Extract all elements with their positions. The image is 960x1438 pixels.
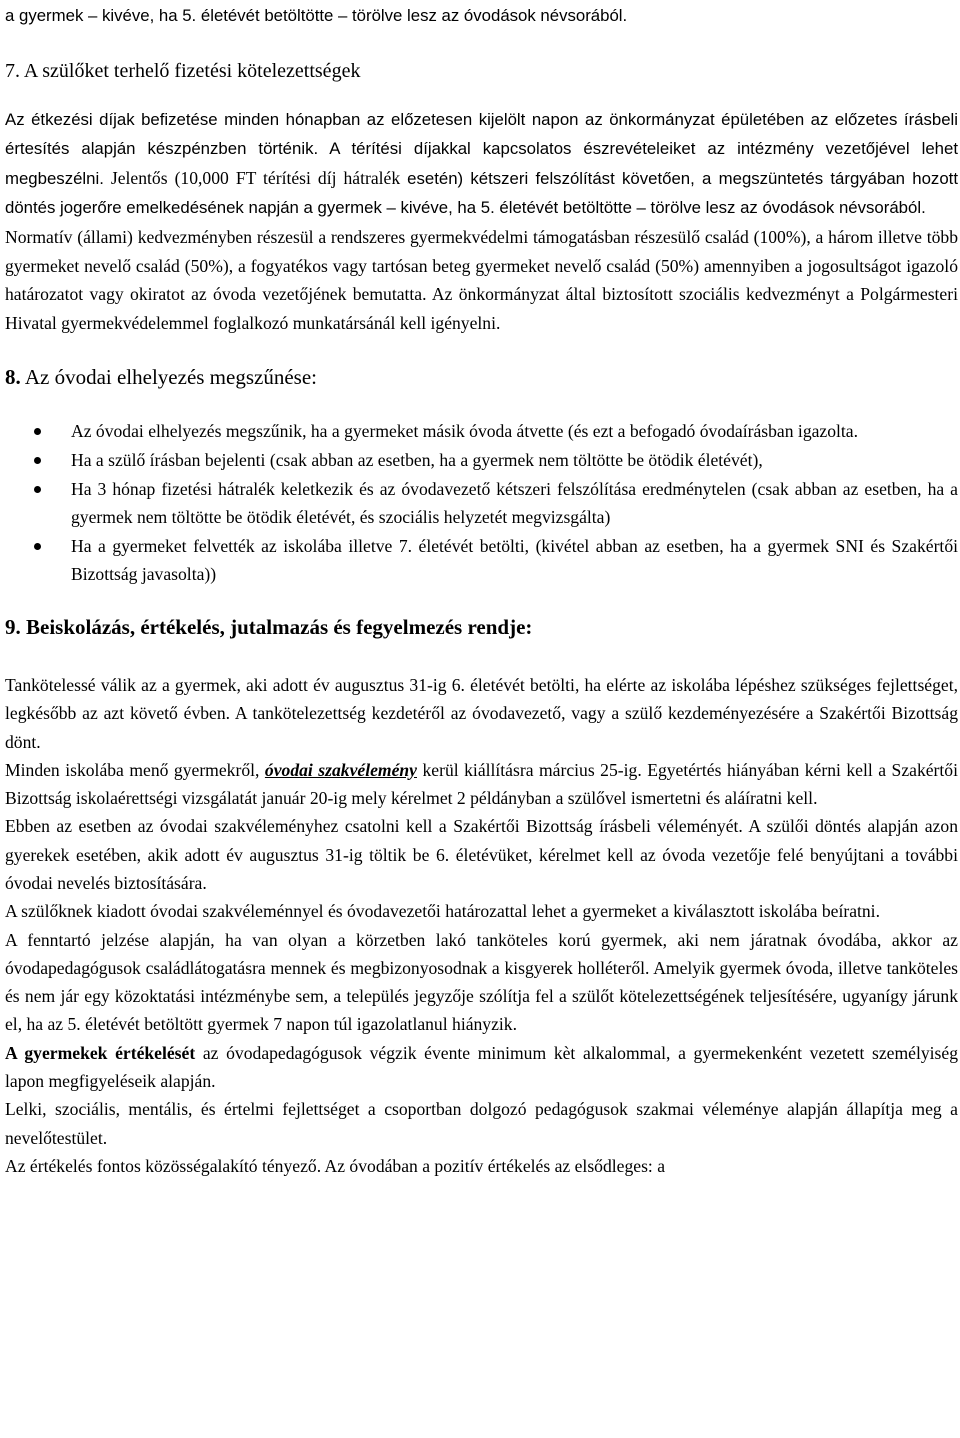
section-9-paragraph-7: Lelki, szociális, mentális, és értelmi fejlettséget a csoportban dolgozó pedagógusok szakmai véleménye alapján állapítja meg a nevelőtestület. xyxy=(5,1099,958,1148)
text-run: Minden iskolába menő gyermekről, xyxy=(5,759,265,780)
list-item-text: Ha a gyermeket felvették az iskolába illetve 7. életévét betölti, (kivétel abban az esetben, ha a gyermek SNI és Szakértői Bizottság javasolta)) xyxy=(71,535,958,585)
payment-text: Az étkezési díjak befizetése minden hónapban az előzetesen kijelölt napon az önkormányzat épületében az előzetes írásbeli értesítés alapján készpénzben történik. xyxy=(5,109,958,159)
section-7-number: 7. xyxy=(5,59,20,82)
section-8-title: Az óvodai elhelyezés megszűnése: xyxy=(24,365,317,390)
list-item-text: Ha a szülő írásban bejelenti (csak abban az esetben, ha a gyermek nem töltötte be ötödik életévét), xyxy=(71,449,763,470)
section-9-title: Beiskolázás, értékelés, jutalmazás és fegyelmezés rendje: xyxy=(26,614,533,639)
section-9-paragraph-3: Ebben az esetben az óvodai szakvéleményhez csatolni kell a Szakértői Bizottság írásbeli véleményét. A szülői döntés alapján azon gyerekek esetében, akik adott év augusztus 31-ig töltik be 6. életévüket, kérelmet kell az óvoda vezetője felé benyújtani a további óvodai nevelés biztosítására. xyxy=(5,816,958,893)
list-item xyxy=(5,417,958,446)
list-item xyxy=(5,532,958,589)
emphasized-term: óvodai szakvélemény xyxy=(264,759,417,780)
list-item xyxy=(5,446,958,475)
bullet-icon xyxy=(34,428,41,435)
text-run: az óvodapedagógusok végzik évente minimum kèt alkalommal, a gyermekenként vezetett személyiség lapon megfigyeléseik alapján. xyxy=(5,1042,958,1092)
section-9-heading xyxy=(5,613,958,641)
list-item-text: Ha 3 hónap fizetési hátralék keletkezik és az óvodavezető kétszeri felszólítása eredménytelen (csak abban az esetben, ha a gyermek nem töltötte be ötödik életévét, és szociális helyzetét megvizsgálta) xyxy=(71,478,958,528)
arrears-text-start: Jelentős (10,000 FT térítési díj hátralék xyxy=(103,167,401,188)
arrears-text-rest: esetén) kétszeri felszólítást követően, a megszüntetés tárgyában hozott döntés jogerőre emelkedésének napján a gyermek – kivéve, ha 5. életévét betöltötte – törölve lesz az óvodások névsorából. xyxy=(5,168,958,218)
text-run: kerül kiállításra március 25-ig. Egyetértés hiányában kérni kell a Szakértői Bizottság iskolaérettségi vizsgálatát január 20-ig mely kérelmet 2 példányban a szülővel ismertetni és aláíratni kell. xyxy=(5,759,958,809)
section-9-paragraph-1: Tankötelessé válik az a gyermek, aki adott év augusztus 31-ig 6. életévét betölti, ha elérte az iskolába lépéshez szükséges fejlettséget, legkésőbb az azt követő évben. A tankötelezettség kezdetéről az óvodavezető, vagy a szülő kezdeményezésére a Szakértői Bizottság dönt. xyxy=(5,674,958,752)
section-7-heading xyxy=(5,57,958,85)
section-9-paragraph-5: A fenntartó jelzése alapján, ha van olyan a körzetben lakó tanköteles korú gyermek, aki nem járatnak óvodába, akkor az óvodapedagógusok családlátogatásra mennek és megbizonyosodnak a kisgyerek holléteről. Amelyik gyermek óvoda, illetve tanköteles és nem jár egy közoktatási intézménybe sem, a település jegyzője szólítja fel a szülőt kötelezettségének teljesítésére, ugyanígy járunk el, ha az 5. életévét betöltött gyermek 7 napon túl igazolatlanul hiányzik. xyxy=(5,929,958,1035)
section-9-paragraph-8: Az értékelés fontos közösségalakító tényező. Az óvodában a pozitív értékelés az elsődleges: a xyxy=(5,1155,666,1176)
bold-term: A gyermekek értékelését xyxy=(5,1042,196,1063)
section-8-number: 8. xyxy=(5,365,21,390)
continuation-line: a gyermek – kivéve, ha 5. életévét betöltötte – törölve lesz az óvodások névsorából. xyxy=(5,6,628,25)
section-7-title: A szülőket terhelő fizetési kötelezettségek xyxy=(23,59,361,82)
bullet-icon xyxy=(34,457,41,464)
section-9-body xyxy=(5,671,958,1180)
termination-list xyxy=(5,417,958,589)
fee-contact-text: A térítési díjakkal kapcsolatos észrevételeiket az intézmény vezetőjével lehet megbeszélni. xyxy=(5,139,958,188)
list-item-text: Az óvodai elhelyezés megszűnik, ha a gyermeket másik óvoda átvette (és ezt a befogadó óvodaírásban igazolta. xyxy=(71,421,859,442)
section-9-paragraph-6 xyxy=(5,1039,958,1096)
bullet-icon xyxy=(34,543,41,550)
section-9-paragraph-2 xyxy=(5,756,958,813)
document-page xyxy=(0,2,960,1438)
list-item xyxy=(5,475,958,532)
bullet-icon xyxy=(34,486,41,493)
section-7-paragraph-1 xyxy=(5,105,958,223)
section-9-paragraph-4: A szülőknek kiadott óvodai szakvéleménnyel és óvodavezetői határozattal lehet a gyermeket a kiválasztott iskolába beíratni. xyxy=(5,901,880,922)
section-9-number: 9. xyxy=(5,614,21,639)
section-8-heading xyxy=(5,363,958,391)
section-7-paragraph-2: Normatív (állami) kedvezményben részesül a rendszeres gyermekvédelmi támogatásban részesülő család (100%), a három illetve több gyermeket nevelő család (50%), a fogyatékos vagy tartósan beteg gyermeket nevelő család (50%) amennyiben a jogosultságot igazoló határozatot vagy okiratot az óvoda vezetőjének bemutatta. Az önkormányzat által biztosított szociális kedvezményt a Polgármesteri Hivatal gyermekvédelemmel foglalkozó munkatársánál kell igényelni. xyxy=(5,226,958,333)
